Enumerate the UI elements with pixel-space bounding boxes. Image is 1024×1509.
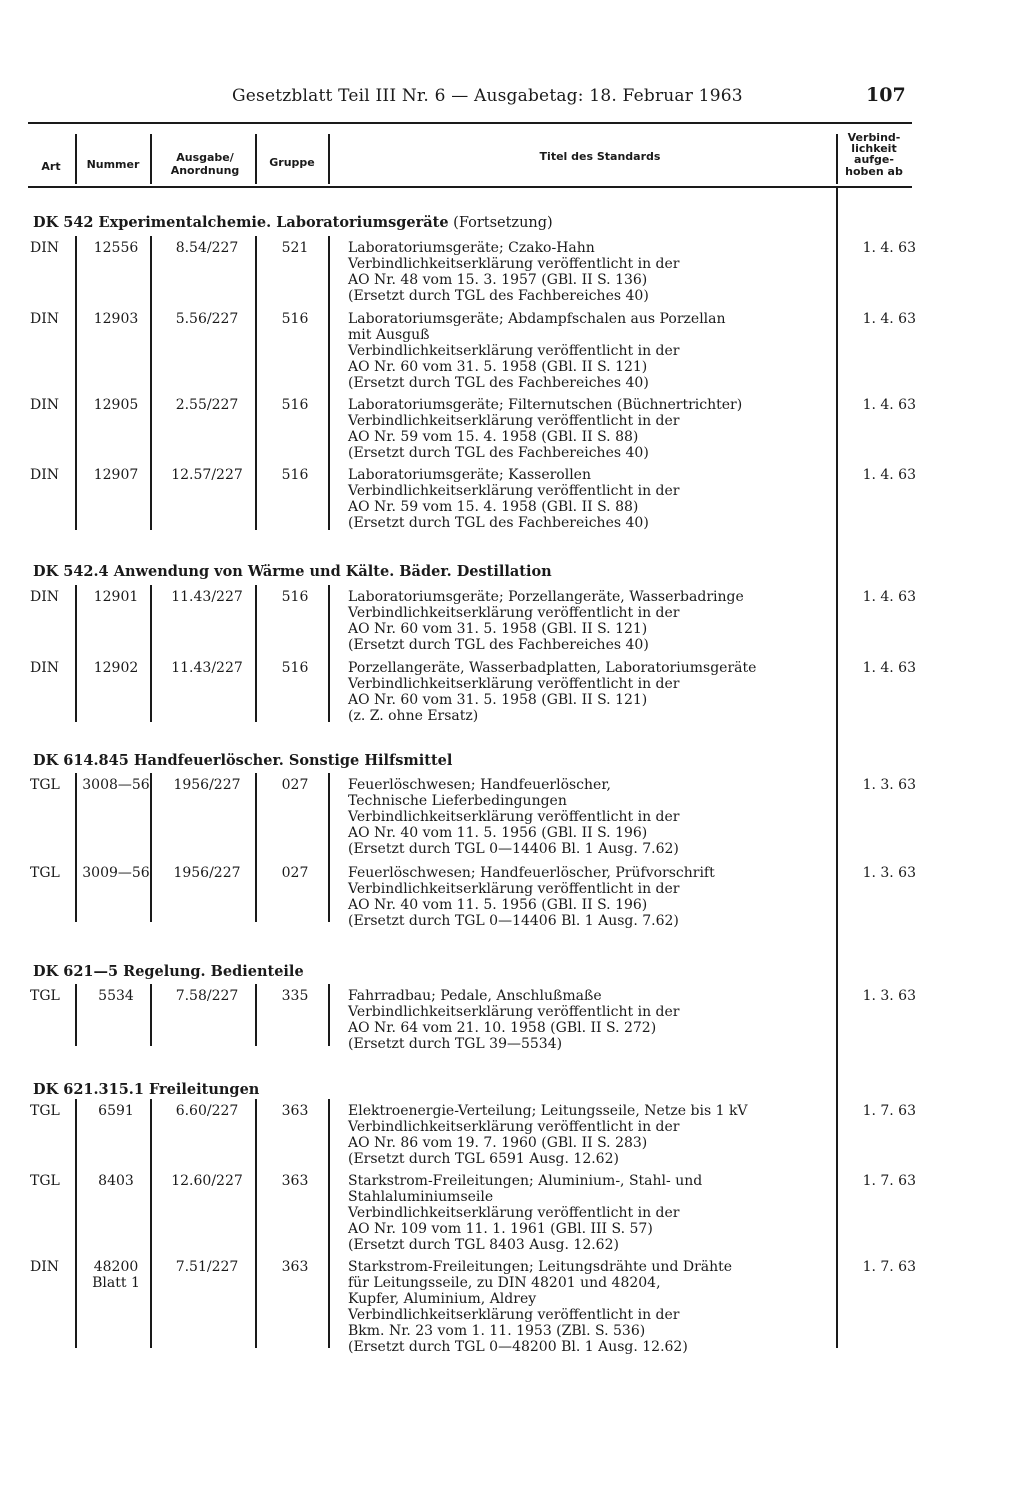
group-code: 516 xyxy=(281,467,309,483)
standard-title-line: Feuerlöschwesen; Handfeuerlöscher, Prüfvorschrift xyxy=(348,865,715,881)
edition-order: 5.56/227 xyxy=(175,311,239,327)
repeal-date: 1. 7. 63 xyxy=(862,1173,916,1189)
standard-title-line: Verbindlichkeitserklärung veröffentlicht in der xyxy=(348,483,680,499)
standard-title-line: Starkstrom-Freileitungen; Aluminium-, Stahl- und xyxy=(348,1173,703,1189)
section-heading xyxy=(33,752,452,769)
section-title: Handfeuerlöscher. Sonstige Hilfsmittel xyxy=(133,752,453,769)
column-header-verbind-3: aufge- xyxy=(854,153,894,166)
edition-order: 11.43/227 xyxy=(171,589,243,605)
group-code: 335 xyxy=(281,988,309,1004)
standard-title-line: Verbindlichkeitserklärung veröffentlicht in der xyxy=(348,881,680,897)
page-header-title: Gesetzblatt Teil III Nr. 6 — Ausgabetag: 18. Februar 1963 xyxy=(232,86,743,106)
column-rule xyxy=(328,1099,330,1348)
standard-title-line: (z. Z. ohne Ersatz) xyxy=(348,708,479,724)
repeal-date: 1. 3. 63 xyxy=(862,865,916,881)
standard-type: DIN xyxy=(30,240,60,256)
standard-title-line: Feuerlöschwesen; Handfeuerlöscher, xyxy=(348,777,611,793)
group-code: 516 xyxy=(281,397,309,413)
standard-title-line: Elektroenergie-Verteilung; Leitungsseile, Netze bis 1 kV xyxy=(348,1103,748,1119)
column-rule xyxy=(255,773,257,922)
column-header-nummer: Nummer xyxy=(86,158,140,171)
standard-title-line: für Leitungsseile, zu DIN 48201 und 48204, xyxy=(348,1275,661,1291)
edition-order: 11.43/227 xyxy=(171,660,243,676)
standard-title-line: AO Nr. 60 vom 31. 5. 1958 (GBl. II S. 121) xyxy=(348,621,648,637)
standard-title-line: (Ersetzt durch TGL 0—14406 Bl. 1 Ausg. 7.62) xyxy=(348,841,679,857)
standard-type: DIN xyxy=(30,311,60,327)
standard-title-line: (Ersetzt durch TGL 8403 Ausg. 12.62) xyxy=(348,1237,619,1253)
group-code: 516 xyxy=(281,311,309,327)
edition-order: 7.51/227 xyxy=(175,1259,239,1275)
standard-title-line: AO Nr. 109 vom 11. 1. 1961 (GBl. III S. 57) xyxy=(348,1221,653,1237)
repeal-date: 1. 3. 63 xyxy=(862,988,916,1004)
standard-title-line: (Ersetzt durch TGL des Fachbereiches 40) xyxy=(348,637,649,653)
date-column-rule xyxy=(836,188,838,1348)
group-code: 516 xyxy=(281,660,309,676)
column-rule xyxy=(75,585,77,722)
standard-title-line: Verbindlichkeitserklärung veröffentlicht in der xyxy=(348,605,680,621)
section-dk-code: DK 542 xyxy=(33,214,99,231)
column-rule xyxy=(255,984,257,1046)
section-dk-code: DK 614.845 xyxy=(33,752,134,769)
column-header-anordnung: Anordnung xyxy=(170,164,240,177)
group-code: 516 xyxy=(281,589,309,605)
standard-number: 12556 xyxy=(93,240,139,256)
standard-number: 12905 xyxy=(93,397,139,413)
standard-title-line: (Ersetzt durch TGL 0—48200 Bl. 1 Ausg. 12.62) xyxy=(348,1339,688,1355)
column-rule xyxy=(150,1099,152,1348)
standard-type: TGL xyxy=(30,777,60,793)
column-header-verbind-1: Verbind- xyxy=(847,131,901,144)
column-rule xyxy=(150,236,152,530)
repeal-date: 1. 4. 63 xyxy=(862,660,916,676)
section-title: Freileitungen xyxy=(149,1081,260,1098)
repeal-date: 1. 4. 63 xyxy=(862,467,916,483)
standard-title-line: Verbindlichkeitserklärung veröffentlicht in der xyxy=(348,1205,680,1221)
standard-title-line: Laboratoriumsgeräte; Abdampfschalen aus Porzellan xyxy=(348,311,726,327)
column-rule xyxy=(75,773,77,922)
standard-number: Blatt 1 xyxy=(92,1275,140,1291)
standard-number: 6591 xyxy=(98,1103,134,1119)
column-rule xyxy=(75,984,77,1046)
standard-title-line: AO Nr. 64 vom 21. 10. 1958 (GBl. II S. 272) xyxy=(348,1020,657,1036)
standard-title-line: Porzellangeräte, Wasserbadplatten, Laboratoriumsgeräte xyxy=(348,660,757,676)
standard-number: 8403 xyxy=(98,1173,134,1189)
repeal-date: 1. 4. 63 xyxy=(862,589,916,605)
repeal-date: 1. 4. 63 xyxy=(862,240,916,256)
section-title: Regelung. Bedienteile xyxy=(123,963,304,980)
standard-type: TGL xyxy=(30,865,60,881)
page-number: 107 xyxy=(866,84,906,106)
standard-title-line: Laboratoriumsgeräte; Filternutschen (Büchnertrichter) xyxy=(348,397,743,413)
section-title-suffix: (Fortsetzung) xyxy=(448,215,553,231)
section-heading xyxy=(33,963,304,980)
edition-order: 1956/227 xyxy=(173,865,241,881)
repeal-date: 1. 4. 63 xyxy=(862,311,916,327)
section-title: Experimentalchemie. Laboratoriumsgeräte xyxy=(98,214,449,231)
standard-title-line: Verbindlichkeitserklärung veröffentlicht in der xyxy=(348,1004,680,1020)
column-rule xyxy=(328,773,330,922)
edition-order: 2.55/227 xyxy=(175,397,239,413)
edition-order: 6.60/227 xyxy=(175,1103,239,1119)
header-rule-bottom xyxy=(28,186,912,188)
edition-order: 12.60/227 xyxy=(171,1173,243,1189)
standard-type: TGL xyxy=(30,1173,60,1189)
column-rule xyxy=(328,585,330,722)
standard-type: DIN xyxy=(30,660,60,676)
standard-title-line: mit Ausguß xyxy=(348,327,430,343)
column-rule xyxy=(75,236,77,530)
standard-title-line: (Ersetzt durch TGL des Fachbereiches 40) xyxy=(348,445,649,461)
repeal-date: 1. 3. 63 xyxy=(862,777,916,793)
standard-title-line: AO Nr. 86 vom 19. 7. 1960 (GBl. II S. 283) xyxy=(348,1135,648,1151)
edition-order: 12.57/227 xyxy=(171,467,243,483)
column-rule xyxy=(150,585,152,722)
standard-number: 5534 xyxy=(98,988,134,1004)
edition-order: 8.54/227 xyxy=(175,240,239,256)
standard-number: 12901 xyxy=(93,589,139,605)
standard-type: DIN xyxy=(30,1259,60,1275)
column-rule xyxy=(255,236,257,530)
standard-title-line: (Ersetzt durch TGL 0—14406 Bl. 1 Ausg. 7.62) xyxy=(348,913,679,929)
standard-number: 3009—56 xyxy=(82,865,150,881)
standard-title-line: Laboratoriumsgeräte; Kasserollen xyxy=(348,467,591,483)
standard-title-line: (Ersetzt durch TGL des Fachbereiches 40) xyxy=(348,288,649,304)
column-header-art: Art xyxy=(41,160,61,173)
group-code: 027 xyxy=(281,777,309,793)
section-dk-code: DK 542.4 xyxy=(33,563,114,580)
standard-title-line: Verbindlichkeitserklärung veröffentlicht in der xyxy=(348,676,680,692)
column-rule xyxy=(328,984,330,1046)
column-header-verbind-4: hoben ab xyxy=(845,165,903,178)
repeal-date: 1. 7. 63 xyxy=(862,1259,916,1275)
standard-title-line: AO Nr. 40 vom 11. 5. 1956 (GBl. II S. 196) xyxy=(348,825,648,841)
column-header-titel: Titel des Standards xyxy=(539,150,661,163)
column-rule xyxy=(150,773,152,922)
repeal-date: 1. 4. 63 xyxy=(862,397,916,413)
standard-title-line: Verbindlichkeitserklärung veröffentlicht in der xyxy=(348,1119,680,1135)
standard-title-line: AO Nr. 60 vom 31. 5. 1958 (GBl. II S. 121) xyxy=(348,359,648,375)
column-header-gruppe: Gruppe xyxy=(269,156,315,169)
header-divider xyxy=(255,134,257,184)
standard-number: 12903 xyxy=(93,311,139,327)
standard-number: 3008—56 xyxy=(82,777,150,793)
standard-type: DIN xyxy=(30,397,60,413)
standard-title-line: (Ersetzt durch TGL des Fachbereiches 40) xyxy=(348,375,649,391)
standard-title-line: Stahlaluminiumseile xyxy=(348,1189,494,1205)
group-code: 027 xyxy=(281,865,309,881)
standard-number: 12907 xyxy=(93,467,139,483)
standard-type: TGL xyxy=(30,1103,60,1119)
column-rule xyxy=(328,236,330,530)
section-heading xyxy=(33,563,552,580)
standard-type: TGL xyxy=(30,988,60,1004)
standard-number: 48200 xyxy=(93,1259,139,1275)
standard-title-line: (Ersetzt durch TGL 6591 Ausg. 12.62) xyxy=(348,1151,619,1167)
repeal-date: 1. 7. 63 xyxy=(862,1103,916,1119)
standard-title-line: Fahrradbau; Pedale, Anschlußmaße xyxy=(348,988,602,1004)
column-rule xyxy=(75,1099,77,1348)
edition-order: 7.58/227 xyxy=(175,988,239,1004)
standard-title-line: AO Nr. 40 vom 11. 5. 1956 (GBl. II S. 196) xyxy=(348,897,648,913)
header-divider xyxy=(328,134,330,184)
section-dk-code: DK 621.315.1 xyxy=(33,1081,149,1098)
standard-number: 12902 xyxy=(93,660,139,676)
edition-order: 1956/227 xyxy=(173,777,241,793)
standard-title-line: AO Nr. 48 vom 15. 3. 1957 (GBl. II S. 136) xyxy=(348,272,648,288)
standard-title-line: AO Nr. 59 vom 15. 4. 1958 (GBl. II S. 88) xyxy=(348,499,639,515)
standard-title-line: (Ersetzt durch TGL des Fachbereiches 40) xyxy=(348,515,649,531)
standard-title-line: AO Nr. 60 vom 31. 5. 1958 (GBl. II S. 121) xyxy=(348,692,648,708)
standard-title-line: Bkm. Nr. 23 vom 1. 11. 1953 (ZBl. S. 536) xyxy=(348,1323,646,1339)
group-code: 521 xyxy=(281,240,309,256)
section-heading xyxy=(33,214,553,231)
header-divider xyxy=(75,134,77,184)
section-heading xyxy=(33,1081,259,1098)
standard-title-line: Verbindlichkeitserklärung veröffentlicht in der xyxy=(348,343,680,359)
group-code: 363 xyxy=(281,1173,309,1189)
standard-title-line: Laboratoriumsgeräte; Porzellangeräte, Wasserbadringe xyxy=(348,589,744,605)
standard-title-line: Laboratoriumsgeräte; Czako-Hahn xyxy=(348,240,595,256)
standard-title-line: Verbindlichkeitserklärung veröffentlicht in der xyxy=(348,256,680,272)
standard-title-line: Technische Lieferbedingungen xyxy=(348,793,567,809)
standard-title-line: AO Nr. 59 vom 15. 4. 1958 (GBl. II S. 88) xyxy=(348,429,639,445)
header-rule-top xyxy=(28,122,912,124)
column-rule xyxy=(255,585,257,722)
header-divider xyxy=(836,134,838,184)
standard-title-line: Kupfer, Aluminium, Aldrey xyxy=(348,1291,537,1307)
column-header-verbind-2: lichkeit xyxy=(851,142,897,155)
standard-title-line: Starkstrom-Freileitungen; Leitungsdrähte und Drähte xyxy=(348,1259,733,1275)
standard-type: DIN xyxy=(30,589,60,605)
standard-title-line: (Ersetzt durch TGL 39—5534) xyxy=(348,1036,563,1052)
group-code: 363 xyxy=(281,1103,309,1119)
standard-title-line: Verbindlichkeitserklärung veröffentlicht in der xyxy=(348,1307,680,1323)
standard-type: DIN xyxy=(30,467,60,483)
group-code: 363 xyxy=(281,1259,309,1275)
header-divider xyxy=(150,134,152,184)
standard-title-line: Verbindlichkeitserklärung veröffentlicht in der xyxy=(348,413,680,429)
section-dk-code: DK 621—5 xyxy=(33,963,124,980)
standard-title-line: Verbindlichkeitserklärung veröffentlicht in der xyxy=(348,809,680,825)
section-title: Anwendung von Wärme und Kälte. Bäder. Destillation xyxy=(113,563,552,580)
column-rule xyxy=(255,1099,257,1348)
column-header-ausgabe: Ausgabe/ xyxy=(176,151,234,164)
